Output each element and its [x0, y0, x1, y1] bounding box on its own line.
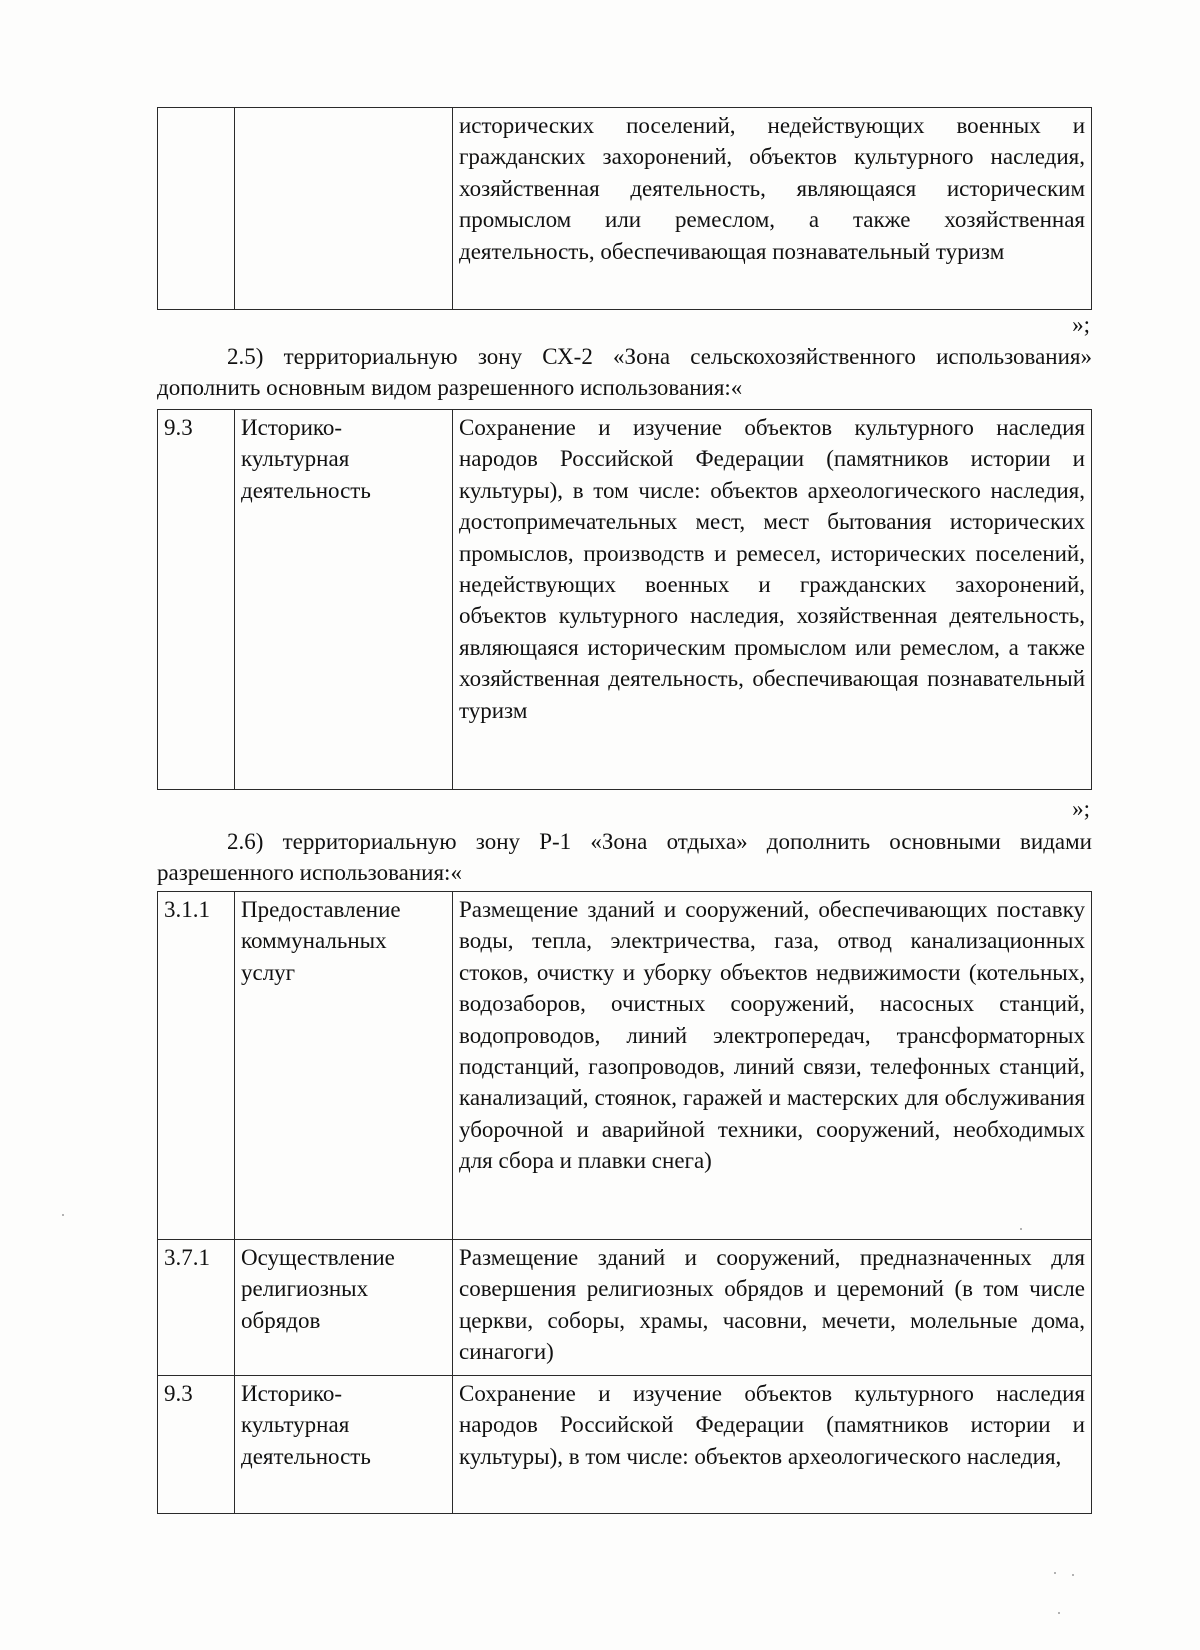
cell-code: 3.7.1 [158, 1240, 235, 1376]
cell-description: исторических поселений, недействующих военных и гражданских захоронений, объектов культурного наследия, хозяйственная деятельность, являющаяся историческим промыслом или ремеслом, а также хозяйственная деятельность, обеспечивающая познавательный туризм [453, 108, 1092, 310]
paragraph-2-5: 2.5) территориальную зону СХ-2 «Зона сельскохозяйственного использования» дополнить основным видом разрешенного использования:« [157, 344, 1092, 401]
paragraph-2-6: 2.6) территориальную зону Р-1 «Зона отдыха» дополнить основными видами разрешенного использования:« [157, 829, 1092, 886]
cell-code: 9.3 [158, 1376, 235, 1514]
table-2-6 [157, 891, 1092, 1514]
scan-speck [1072, 1574, 1074, 1576]
cell-name: Осуществление религиозных обрядов [235, 1240, 453, 1376]
scan-speck [62, 1214, 64, 1216]
cell-code: 9.3 [158, 410, 235, 790]
table-2-5 [157, 409, 1092, 790]
table-row [158, 1240, 1092, 1376]
scan-speck [1020, 1228, 1022, 1230]
closing-quote: »; [1072, 312, 1090, 337]
cell-name: Историко-культурная деятельность [235, 410, 453, 790]
cell-description: Размещение зданий и сооружений, обеспечивающих поставку воды, тепла, электричества, газа, отвод канализационных стоков, очистку и уборку объектов недвижимости (котельных, водозаборов, очистных сооружений, насосных станций, водопроводов, линий электропередач, трансформаторных подстанций, газопроводов, линий связи, телефонных станций, канализаций, стоянок, гаражей и мастерских для обслуживания уборочной и аварийной техники, сооружений, необходимых для сбора и плавки снега) [453, 892, 1092, 1240]
cell-description: Сохранение и изучение объектов культурного наследия народов Российской Федерации (памятников истории и культуры), в том числе: объектов археологического наследия, [453, 1376, 1092, 1514]
cell-description: Размещение зданий и сооружений, предназначенных для совершения религиозных обрядов и церемоний (в том числе церкви, соборы, храмы, часовни, мечети, молельные дома, синагоги) [453, 1240, 1092, 1376]
table-row [158, 892, 1092, 1240]
cell-name [235, 108, 453, 310]
closing-quote: »; [1072, 796, 1090, 821]
table-row [158, 410, 1092, 790]
cell-code: 3.1.1 [158, 892, 235, 1240]
table-row [158, 108, 1092, 310]
cell-name: Историко-культурная деятельность [235, 1376, 453, 1514]
table-row [158, 1376, 1092, 1514]
cell-description: Сохранение и изучение объектов культурного наследия народов Российской Федерации (памятников истории и культуры), в том числе: объектов археологического наследия, достопримечательных мест, мест бытования исторических промыслов, производств и ремесел, исторических поселений, недействующих военных и гражданских захоронений, объектов культурного наследия, хозяйственная деятельность, являющаяся историческим промыслом или ремеслом, а также хозяйственная деятельность, обеспечивающая познавательный туризм [453, 410, 1092, 790]
scan-speck [1054, 1572, 1056, 1574]
table-continuation [157, 107, 1092, 310]
scan-speck [1058, 1612, 1060, 1614]
cell-name: Предоставление коммунальных услуг [235, 892, 453, 1240]
cell-code [158, 108, 235, 310]
